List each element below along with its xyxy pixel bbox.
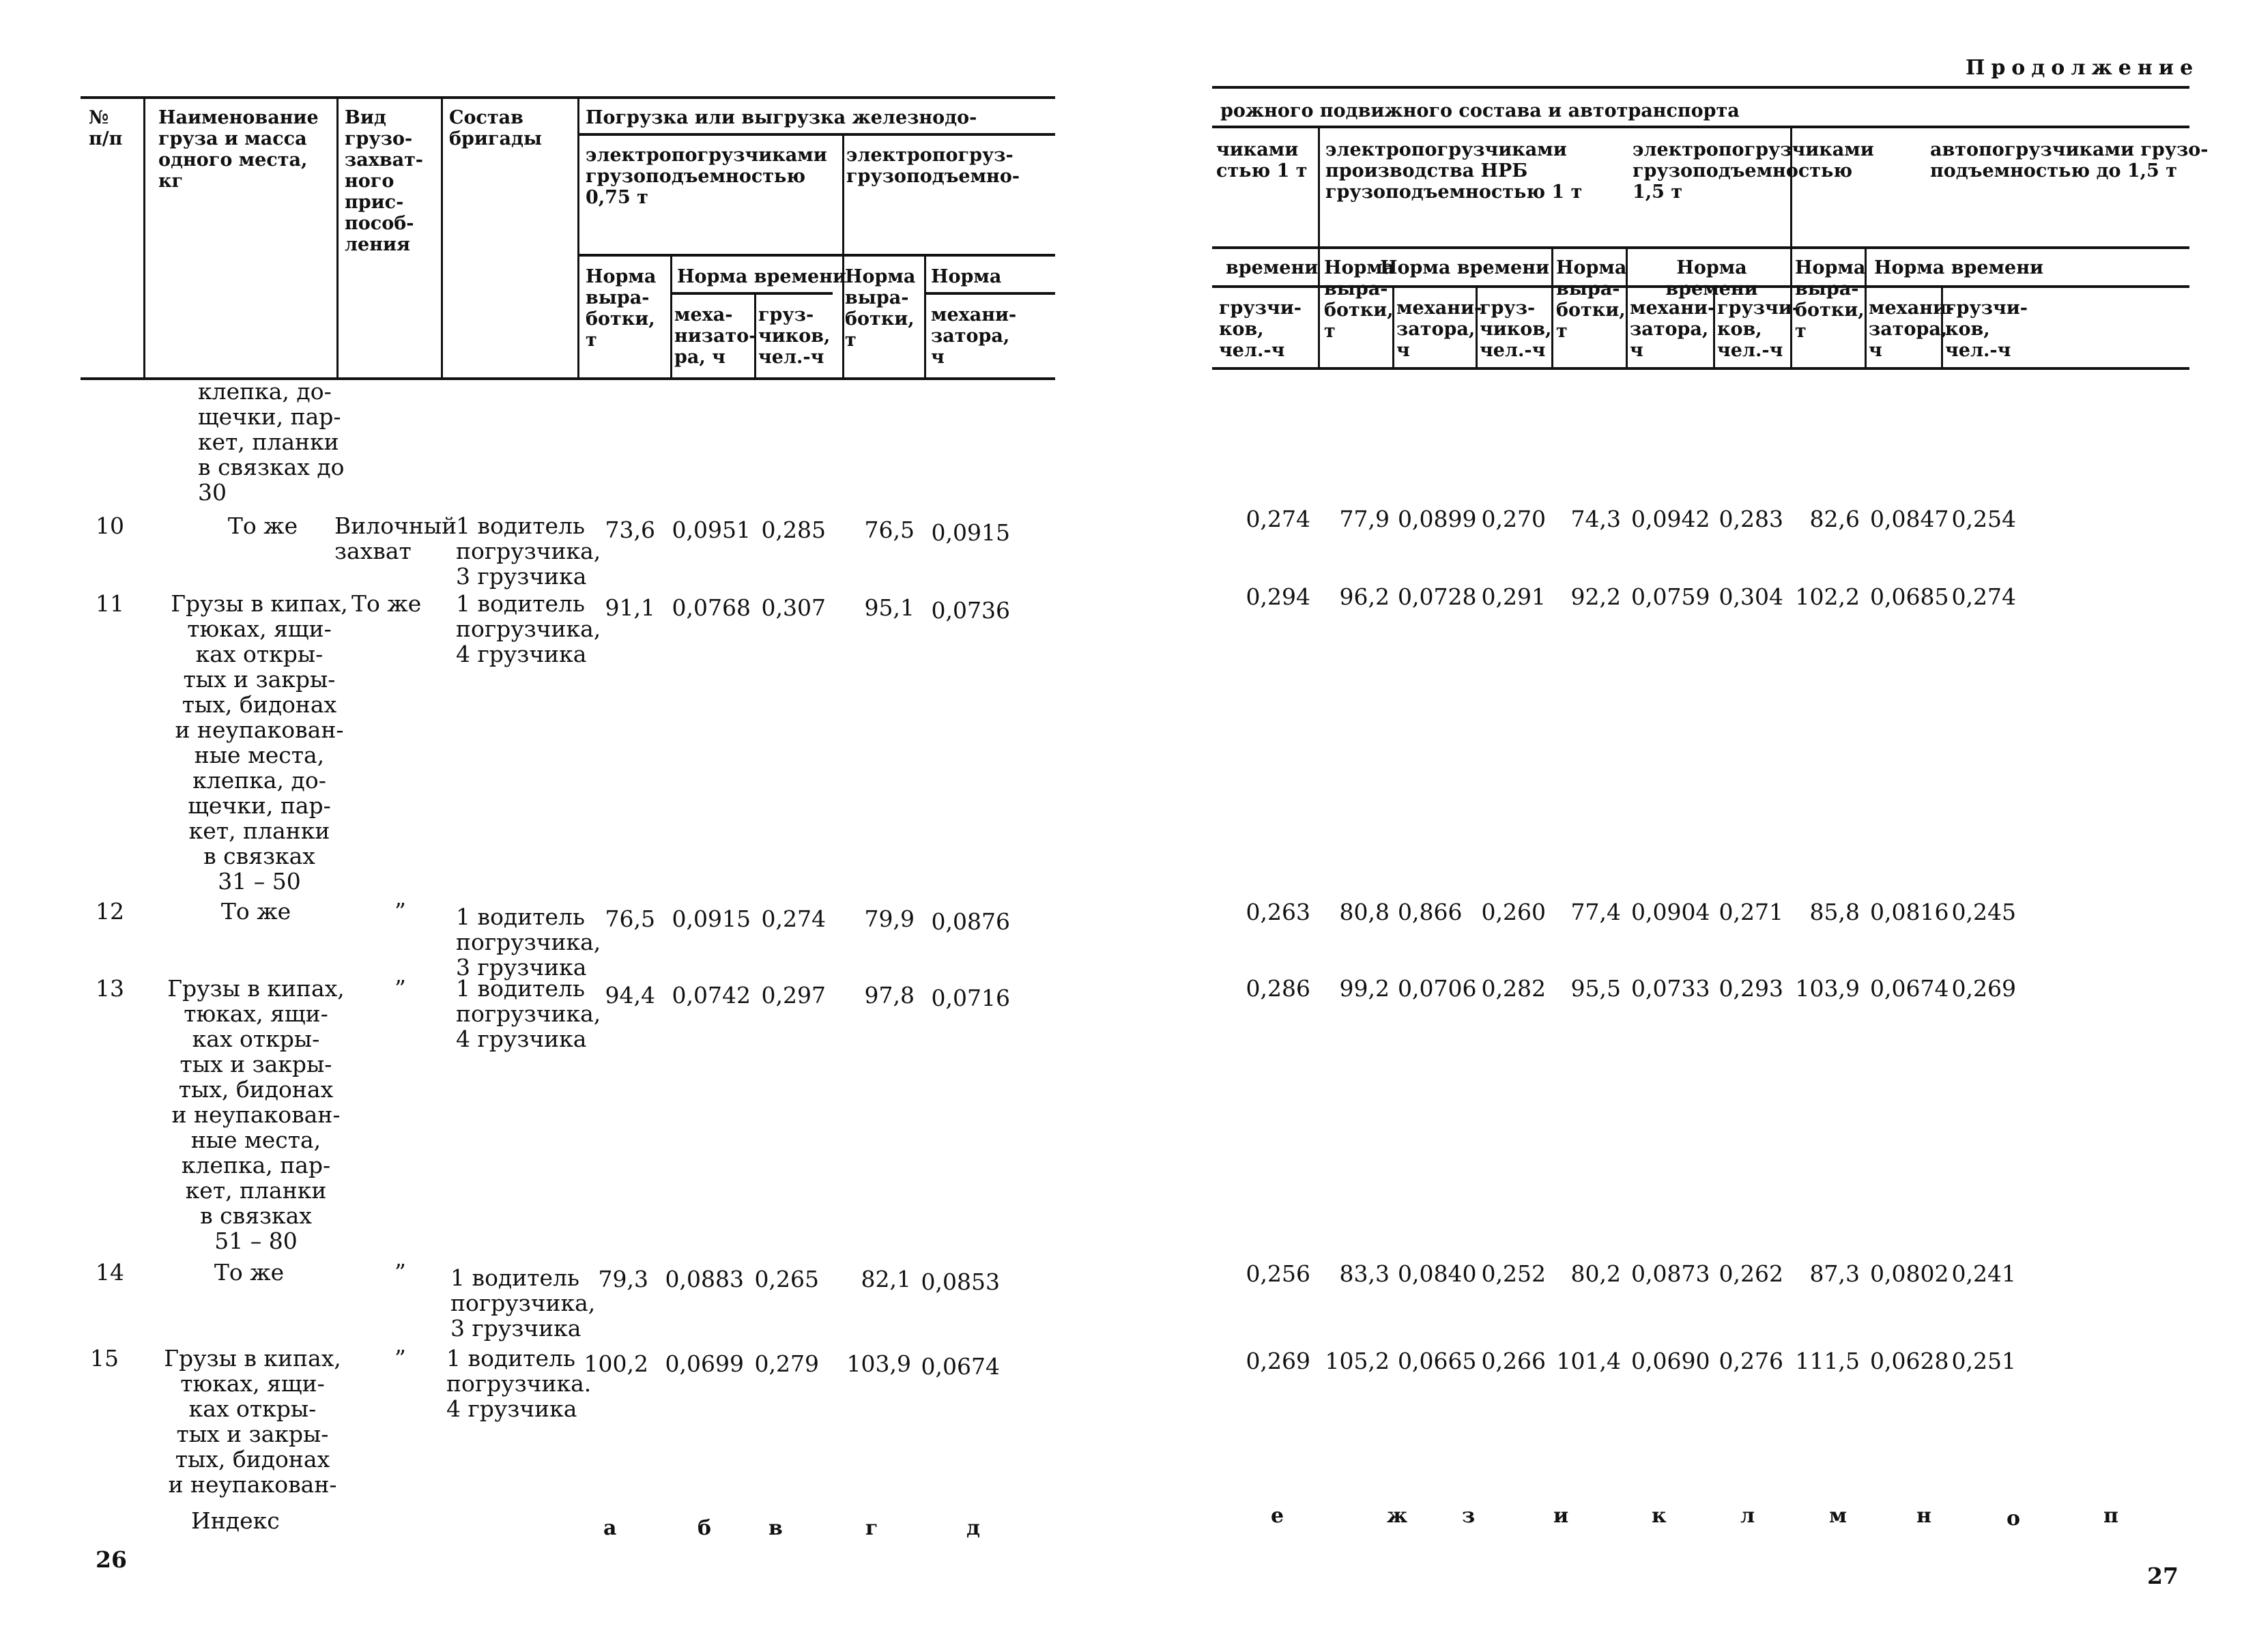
- value-d: 0,0716: [931, 985, 1010, 1011]
- index-letter: е: [1271, 1504, 1284, 1528]
- crew-composition: 1 водитель погрузчика. 4 грузчика: [446, 1345, 592, 1422]
- value-b: 0,0768: [672, 594, 751, 621]
- value-p: 0,274: [1951, 583, 2016, 610]
- value-e: 0,263: [1246, 899, 1310, 925]
- carry-over-text: клепка, до- щечки, пар- кет, планки в связках до 30: [198, 378, 345, 506]
- value-p: 0,245: [1951, 899, 2016, 925]
- header-group-rule: [1212, 126, 2189, 128]
- value-z: 0,0840: [1398, 1260, 1477, 1287]
- index-letter: ж: [1387, 1504, 1408, 1528]
- col-sep: [577, 96, 579, 379]
- row-number: 13: [96, 975, 124, 1002]
- value-n: 87,3: [1809, 1260, 1860, 1287]
- grip-device: ”: [394, 898, 406, 925]
- cargo-name: То же: [227, 512, 298, 539]
- value-z: 0,0899: [1398, 506, 1477, 532]
- index-label: Индекс: [191, 1507, 280, 1534]
- value-k: 101,4: [1556, 1348, 1621, 1374]
- header-loader-hours-auto: грузчи- ков, чел.-ч: [1945, 298, 2028, 361]
- value-b: 0,0699: [665, 1350, 744, 1377]
- value-i: 0,270: [1481, 506, 1546, 532]
- value-e: 0,269: [1246, 1348, 1310, 1374]
- value-d: 0,0915: [931, 519, 1010, 546]
- value-a: 91,1: [605, 594, 655, 621]
- index-letter: о: [2007, 1507, 2021, 1531]
- col-sep: [336, 96, 339, 379]
- index-letter: н: [1916, 1504, 1931, 1528]
- value-d: 0,0674: [921, 1353, 1000, 1380]
- row-number: 10: [96, 512, 124, 539]
- value-d: 0,0736: [931, 597, 1010, 624]
- value-l: 0,0942: [1631, 506, 1710, 532]
- index-letter: м: [1829, 1504, 1848, 1528]
- header-vremeni: времени: [1226, 257, 1319, 278]
- value-k: 92,2: [1570, 583, 1621, 610]
- value-b: 0,0742: [672, 982, 751, 1009]
- value-a: 100,2: [584, 1350, 648, 1377]
- header-group-1t-left: электропогруз- грузоподъемно-: [846, 145, 1020, 187]
- value-m: 0,283: [1719, 506, 1783, 532]
- header-group-15t: электропогрузчиками грузоподъемностью 1,5 т: [1633, 139, 1874, 203]
- header-top-rule: [81, 96, 1055, 99]
- header-loader-hours-15t: грузчи- ков, чел.-ч: [1717, 298, 1800, 361]
- value-g: 76,5: [864, 517, 915, 543]
- value-p: 0,251: [1951, 1348, 2016, 1374]
- cargo-name: Грузы в кипах, тюках, ящи- ках откры- тых и закры- тых, бидонах и неупакован-: [164, 1345, 341, 1498]
- value-z: 0,0728: [1398, 583, 1477, 610]
- value-l: 0,0759: [1631, 583, 1710, 610]
- header-crew: Состав бригады: [449, 107, 543, 149]
- header-mechanizer-hours-nrb: механи- затора, ч: [1396, 298, 1482, 361]
- value-n: 82,6: [1809, 506, 1860, 532]
- value-g: 103,9: [846, 1350, 911, 1377]
- value-e: 0,294: [1246, 583, 1310, 610]
- value-p: 0,254: [1951, 506, 2016, 532]
- cargo-name: То же: [214, 1259, 285, 1286]
- col-sep: [670, 254, 672, 379]
- header-loader-hours-nrb: груз- чиков, чел.-ч: [1480, 298, 1552, 361]
- value-zh: 83,3: [1339, 1260, 1390, 1287]
- value-i: 0,291: [1481, 583, 1546, 610]
- index-letter: д: [966, 1516, 980, 1540]
- value-i: 0,252: [1481, 1260, 1546, 1287]
- value-e: 0,256: [1246, 1260, 1310, 1287]
- cargo-name: Грузы в кипах, тюках, ящи- ках откры- тых и закры- тых, бидонах и неупакован- ные места, клепка, пар- кет, планки в связках 51 – 80: [167, 975, 345, 1254]
- index-letter: л: [1740, 1504, 1755, 1528]
- col-sep: [1318, 126, 1320, 368]
- value-a: 73,6: [605, 517, 655, 543]
- row-number: 11: [96, 590, 124, 617]
- value-k: 74,3: [1570, 506, 1621, 532]
- row-number: 12: [96, 898, 124, 925]
- header-device: Вид грузо- захват- ного прис- пособ- ления: [345, 107, 424, 255]
- value-a: 76,5: [605, 905, 655, 932]
- header-subgroup-rule: [1212, 246, 2189, 249]
- value-v: 0,307: [761, 594, 826, 621]
- crew-composition: 1 водитель погрузчика, 3 грузчика: [456, 903, 601, 981]
- value-a: 94,4: [605, 982, 655, 1009]
- page-number-left: 26: [96, 1546, 127, 1573]
- header-loader-hours: груз- чиков, чел.-ч: [758, 304, 831, 368]
- value-zh: 96,2: [1339, 583, 1390, 610]
- value-p: 0,269: [1951, 975, 2016, 1002]
- value-z: 0,866: [1398, 899, 1463, 925]
- value-i: 0,266: [1481, 1348, 1546, 1374]
- value-o: 0,0802: [1870, 1260, 1949, 1287]
- value-m: 0,262: [1719, 1260, 1783, 1287]
- row-number: 14: [96, 1259, 124, 1286]
- value-i: 0,282: [1481, 975, 1546, 1002]
- value-o: 0,0685: [1870, 583, 1949, 610]
- header-mechanizer-hours: меха- низато- ра, ч: [674, 304, 757, 368]
- value-g: 95,1: [864, 594, 915, 621]
- value-v: 0,279: [754, 1350, 819, 1377]
- value-m: 0,271: [1719, 899, 1783, 925]
- header-mechanizer-hours-g2: механи- затора, ч: [931, 304, 1017, 368]
- value-l: 0,0904: [1631, 899, 1710, 925]
- row-number: 15: [90, 1345, 119, 1372]
- value-o: 0,0847: [1870, 506, 1949, 532]
- continuation-label: Продолжение: [1966, 56, 2200, 80]
- header-group-auto: автопогрузчиками грузо- подъемностью до 1,5 т: [1930, 139, 2209, 182]
- value-v: 0,285: [761, 517, 826, 543]
- index-letter: к: [1652, 1504, 1667, 1528]
- value-d: 0,0876: [931, 908, 1010, 935]
- header-group-1t-right: чиками стью 1 т: [1216, 139, 1308, 182]
- col-sep: [143, 96, 145, 379]
- value-l: 0,0690: [1631, 1348, 1710, 1374]
- value-d: 0,0853: [921, 1269, 1000, 1295]
- value-k: 77,4: [1570, 899, 1621, 925]
- value-zh: 99,2: [1339, 975, 1390, 1002]
- header-norma-rule-g2: [924, 292, 1055, 295]
- header-cargo-name: Наименование груза и масса одного места, кг: [158, 107, 319, 192]
- header-group-rule: [577, 133, 1055, 136]
- header-norma-vremeni: Норма времени: [677, 266, 846, 287]
- value-o: 0,0816: [1870, 899, 1949, 925]
- page-number-right: 27: [2147, 1563, 2179, 1589]
- value-e: 0,286: [1246, 975, 1310, 1002]
- header-bottom-rule: [1212, 367, 2189, 370]
- value-m: 0,293: [1719, 975, 1783, 1002]
- value-m: 0,276: [1719, 1348, 1783, 1374]
- value-g: 97,8: [864, 982, 915, 1009]
- header-norma-vremeni-nrb: Норма времени: [1380, 257, 1549, 278]
- value-g: 82,1: [861, 1266, 911, 1292]
- value-n: 103,9: [1795, 975, 1860, 1002]
- header-group-075: электропогрузчиками грузоподъемностью 0,75 т: [586, 145, 827, 208]
- index-letter: б: [698, 1516, 712, 1540]
- value-o: 0,0674: [1870, 975, 1949, 1002]
- grip-device: То же: [351, 590, 422, 617]
- cargo-name: Грузы в кипах, тюках, ящи- ках откры- тых и закры- тых, бидонах и неупакован- ные места, клепка, до- щечки, пар- кет, планки в связках 31 – 50: [171, 590, 348, 895]
- header-mechanizer-hours-auto: механи- затора, ч: [1869, 298, 1955, 361]
- header-norma-vyrabotki: Норма выра- ботки, т: [586, 266, 657, 351]
- header-top-rule: [1212, 86, 2189, 89]
- header-subgroup-rule: [577, 254, 1055, 257]
- header-norma-vyrabotki-15t: Норма выра- ботки, т: [1556, 257, 1627, 342]
- value-p: 0,241: [1951, 1260, 2016, 1287]
- value-k: 80,2: [1570, 1260, 1621, 1287]
- col-sep: [842, 133, 844, 379]
- index-letter: и: [1553, 1504, 1569, 1528]
- value-z: 0,0706: [1398, 975, 1477, 1002]
- header-norma-vremeni-auto: Норма времени: [1874, 257, 2043, 278]
- value-b: 0,0915: [672, 905, 751, 932]
- crew-composition: 1 водитель погрузчика, 4 грузчика: [456, 590, 601, 667]
- value-b: 0,0951: [672, 517, 751, 543]
- crew-composition: 1 водитель погрузчика, 3 грузчика: [456, 512, 601, 590]
- value-zh: 105,2: [1325, 1348, 1390, 1374]
- header-group-nrb: электропогрузчиками производства НРБ грузоподъемностью 1 т: [1325, 139, 1583, 203]
- index-letter: з: [1462, 1504, 1476, 1528]
- header-norma-vremeni-15t: Норма времени: [1665, 257, 1758, 300]
- header-loader-hours: грузчи- ков, чел.-ч: [1219, 298, 1302, 361]
- col-sep: [441, 96, 443, 379]
- grip-device: Вилочный захват: [334, 512, 457, 564]
- index-letter: г: [865, 1516, 878, 1540]
- value-m: 0,304: [1719, 583, 1783, 610]
- header-norma-g2: Норма: [931, 266, 1002, 287]
- header-norma-vyrabotki-nrb: Норма выра- ботки, т: [1324, 257, 1395, 342]
- index-letter: в: [768, 1516, 783, 1540]
- grip-device: ”: [394, 1259, 406, 1286]
- value-l: 0,0873: [1631, 1260, 1710, 1287]
- value-a: 79,3: [598, 1266, 648, 1292]
- header-mechanizer-hours-15t: механи- затора, ч: [1630, 298, 1716, 361]
- value-l: 0,0733: [1631, 975, 1710, 1002]
- value-n: 85,8: [1809, 899, 1860, 925]
- col-sep: [924, 254, 926, 379]
- value-e: 0,274: [1246, 506, 1310, 532]
- cargo-name: То же: [220, 898, 291, 925]
- header-main-title-right: рожного подвижного состава и автотранспорта: [1220, 100, 1740, 121]
- index-letter: п: [2103, 1504, 2118, 1528]
- crew-composition: 1 водитель погрузчика, 4 грузчика: [456, 975, 601, 1052]
- crew-composition: 1 водитель погрузчика, 3 грузчика: [450, 1264, 596, 1342]
- header-norma-vyrabotki-auto: Норма выра- ботки, т: [1795, 257, 1866, 342]
- index-letter: а: [603, 1516, 617, 1540]
- header-norma-vremeni-rule: [670, 292, 833, 295]
- grip-device: ”: [394, 1345, 406, 1372]
- value-zh: 80,8: [1339, 899, 1390, 925]
- value-n: 111,5: [1795, 1348, 1860, 1374]
- header-norma-vyrabotki-g2: Норма выра- ботки, т: [845, 266, 916, 351]
- value-zh: 77,9: [1339, 506, 1390, 532]
- value-v: 0,274: [761, 905, 826, 932]
- value-g: 79,9: [864, 905, 915, 932]
- value-n: 102,2: [1795, 583, 1860, 610]
- value-v: 0,297: [761, 982, 826, 1009]
- header-main-title-left: Погрузка или выгрузка железнодо-: [586, 107, 977, 128]
- right-page: [1160, 0, 2257, 1652]
- value-v: 0,265: [754, 1266, 819, 1292]
- left-page: [0, 0, 1092, 1652]
- grip-device: ”: [394, 975, 406, 1002]
- value-z: 0,0665: [1398, 1348, 1477, 1374]
- value-b: 0,0883: [665, 1266, 744, 1292]
- value-o: 0,0628: [1870, 1348, 1949, 1374]
- header-num: № п/п: [89, 107, 123, 149]
- value-k: 95,5: [1570, 975, 1621, 1002]
- value-i: 0,260: [1481, 899, 1546, 925]
